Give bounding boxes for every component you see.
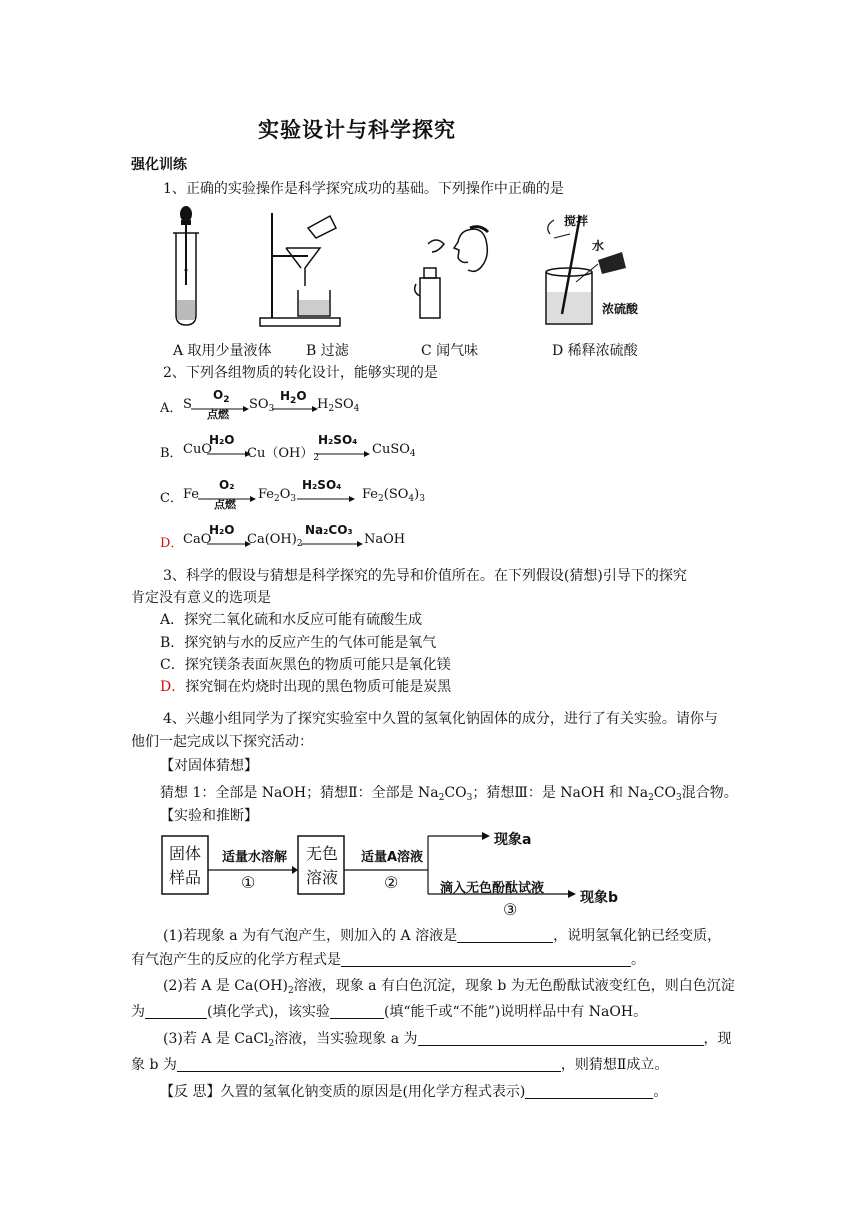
q1-stem: 1、正确的实验操作是科学探究成功的基础。下列操作中正确的是 [163,181,564,197]
arrow-icon [207,450,251,458]
answer-blank-a-solution[interactable] [457,928,553,943]
answer-blank-precipitate[interactable] [145,1004,207,1019]
q4-part2-line2: 为 (填化学式)，该实验 (填“能千或“不能”)说明样品中有 NaOH。 [131,1004,648,1020]
flow-num3: ③ [503,900,518,919]
q2-d-end: NaOH [364,532,406,547]
q2-a-condition1: 点燃 [207,408,229,421]
answer-blank-can-cannot[interactable] [330,1004,384,1019]
q2-c-condition1: 点燃 [214,498,236,511]
flow-step2: 适量A溶液 [361,850,424,865]
q2-d-mid: $Ca(OH)_2$ [247,532,303,549]
dropper-tube-figure [170,205,210,330]
q1-option-b: B 过滤 [306,343,349,359]
q4-part1-line2: 有气泡产生的反应的化学方程式是 。 [131,952,645,968]
q2-d-letter: D． [160,536,184,551]
q2-a-reagent2: $H_2O$ [280,389,307,406]
q2-c-start: Fe [183,487,200,502]
q2-d-reagent2: Na₂CO₃ [305,523,353,537]
q4-part2-line1: (2)若 A 是 $Ca(OH)_2$溶液，现象 a 有白色沉淀，现象 b 为无色酚酞试液变红色，则白色沉淀 [163,978,735,996]
q4-guesses: 猜想 1：全部是 NaOH；猜想Ⅱ：全部是 $Na_2CO_3$；猜想Ⅲ：是 NaOH 和 $Na_2CO_3$混合物。 [160,785,738,803]
smelling-figure [410,222,495,322]
flow-box2-line1: 无色 [306,844,339,863]
q2-stem: 2、下列各组物质的转化设计，能够实现的是 [163,365,438,381]
answer-blank-equation[interactable] [341,952,631,967]
water-label: 水 [592,239,605,253]
flow-num1: ① [241,873,256,892]
q2-c-reagent1: O₂ [219,478,235,492]
q4-part1-line1: (1)若现象 a 为有气泡产生，则加入的 A 溶液是 ，说明氢氧化钠已经变质， [163,928,722,944]
q2-d-reagent1: H₂O [209,523,235,537]
q2-c-mid: $Fe_2O_3$ [258,487,297,504]
q2-a-end: $H_2SO_4$ [317,397,360,414]
flow-phenomenon-a: 现象a [494,832,532,848]
flow-box1-line1: 固体 [169,844,202,863]
q4-stem-line2: 他们一起完成以下探究活动： [131,734,313,750]
flow-phenomenon-b: 现象b [580,890,619,906]
q4-heading-experiment: 【实验和推断】 [160,808,258,824]
q2-c-letter: C． [160,491,183,506]
flow-step3: 滴入无色酚酞试液 [440,881,545,896]
q2-b-reagent1: H₂O [209,433,235,447]
q4-heading-guess: 【对固体猜想】 [160,758,258,774]
q2-b-mid: $Cu(OH)_2$ [247,446,320,463]
page-title: 实验设计与科学探究 [258,117,456,142]
q1-option-a: A 取用少量液体 [173,343,272,359]
flow-num2: ② [384,873,399,892]
q2-b-start: CuO [183,442,212,457]
q2-b-end: CuSO$_4$ [372,442,416,459]
answer-blank-reflection[interactable] [525,1084,653,1099]
acid-label: 浓硫酸 [602,302,639,316]
arrow-icon [316,450,370,458]
answer-blank-phenomenon-a[interactable] [418,1031,704,1046]
arrow-icon [272,405,318,413]
q1-option-d: D 稀释浓硫酸 [552,343,638,359]
q4-stem-line1: 4、兴趣小组同学为了探究实验室中久置的氢氧化钠固体的成分，进行了有关实验。请你与 [163,711,718,727]
q2-a-start: S [183,397,192,412]
q3-option-a: A．探究二氧化硫和水反应可能有硫酸生成 [160,612,423,628]
q3-stem-line1: 3、科学的假设与猜想是科学探究的先导和价值所在。在下列假设(猜想)引导下的探究 [163,568,687,584]
answer-blank-phenomenon-b[interactable] [177,1057,561,1072]
flow-step1: 适量水溶解 [222,850,288,865]
q3-option-d: D．探究铜在灼烧时出现的黑色物质可能是炭黑 [160,679,452,695]
arrow-icon [207,540,251,548]
q2-a-reagent1: $O_2$ [213,388,230,405]
q2-a-letter: A． [160,401,183,416]
q2-d-start: CaO [183,532,212,547]
q2-b-letter: B． [160,446,183,461]
q3-option-c: C．探究镁条表面灰黑色的物质可能只是氧化镁 [160,657,451,673]
q2-b-reagent2: H₂SO₄ [318,433,358,447]
q4-part3-line2: 象 b 为 ，则猜想Ⅱ成立。 [131,1057,669,1073]
q1-option-c: C 闻气味 [421,343,479,359]
arrow-icon [301,540,363,548]
arrow-icon [297,495,355,503]
q3-option-b: B．探究钠与水的反应产生的气体可能是氧气 [160,635,437,651]
q2-c-reagent2: H₂SO₄ [302,478,342,492]
filtration-figure [258,208,343,328]
q3-stem-line2: 肯定没有意义的选项是 [131,590,271,606]
section-heading: 强化训练 [131,157,187,173]
q2-a-mid: $SO_3$ [249,397,275,414]
stir-label: 搅拌 [564,214,589,228]
q2-c-end: $Fe_2(SO_4)_3$ [362,487,425,504]
q4-part3-line1: (3)若 A 是 CaCl$_2$溶液，当实验现象 a 为 ，现 [163,1031,732,1049]
flow-box2-line2: 溶液 [306,868,339,887]
q4-reflection: 【反 思】久置的氢氧化钠变质的原因是(用化学方程式表示) 。 [160,1084,668,1100]
flow-box1-line2: 样品 [169,868,202,887]
